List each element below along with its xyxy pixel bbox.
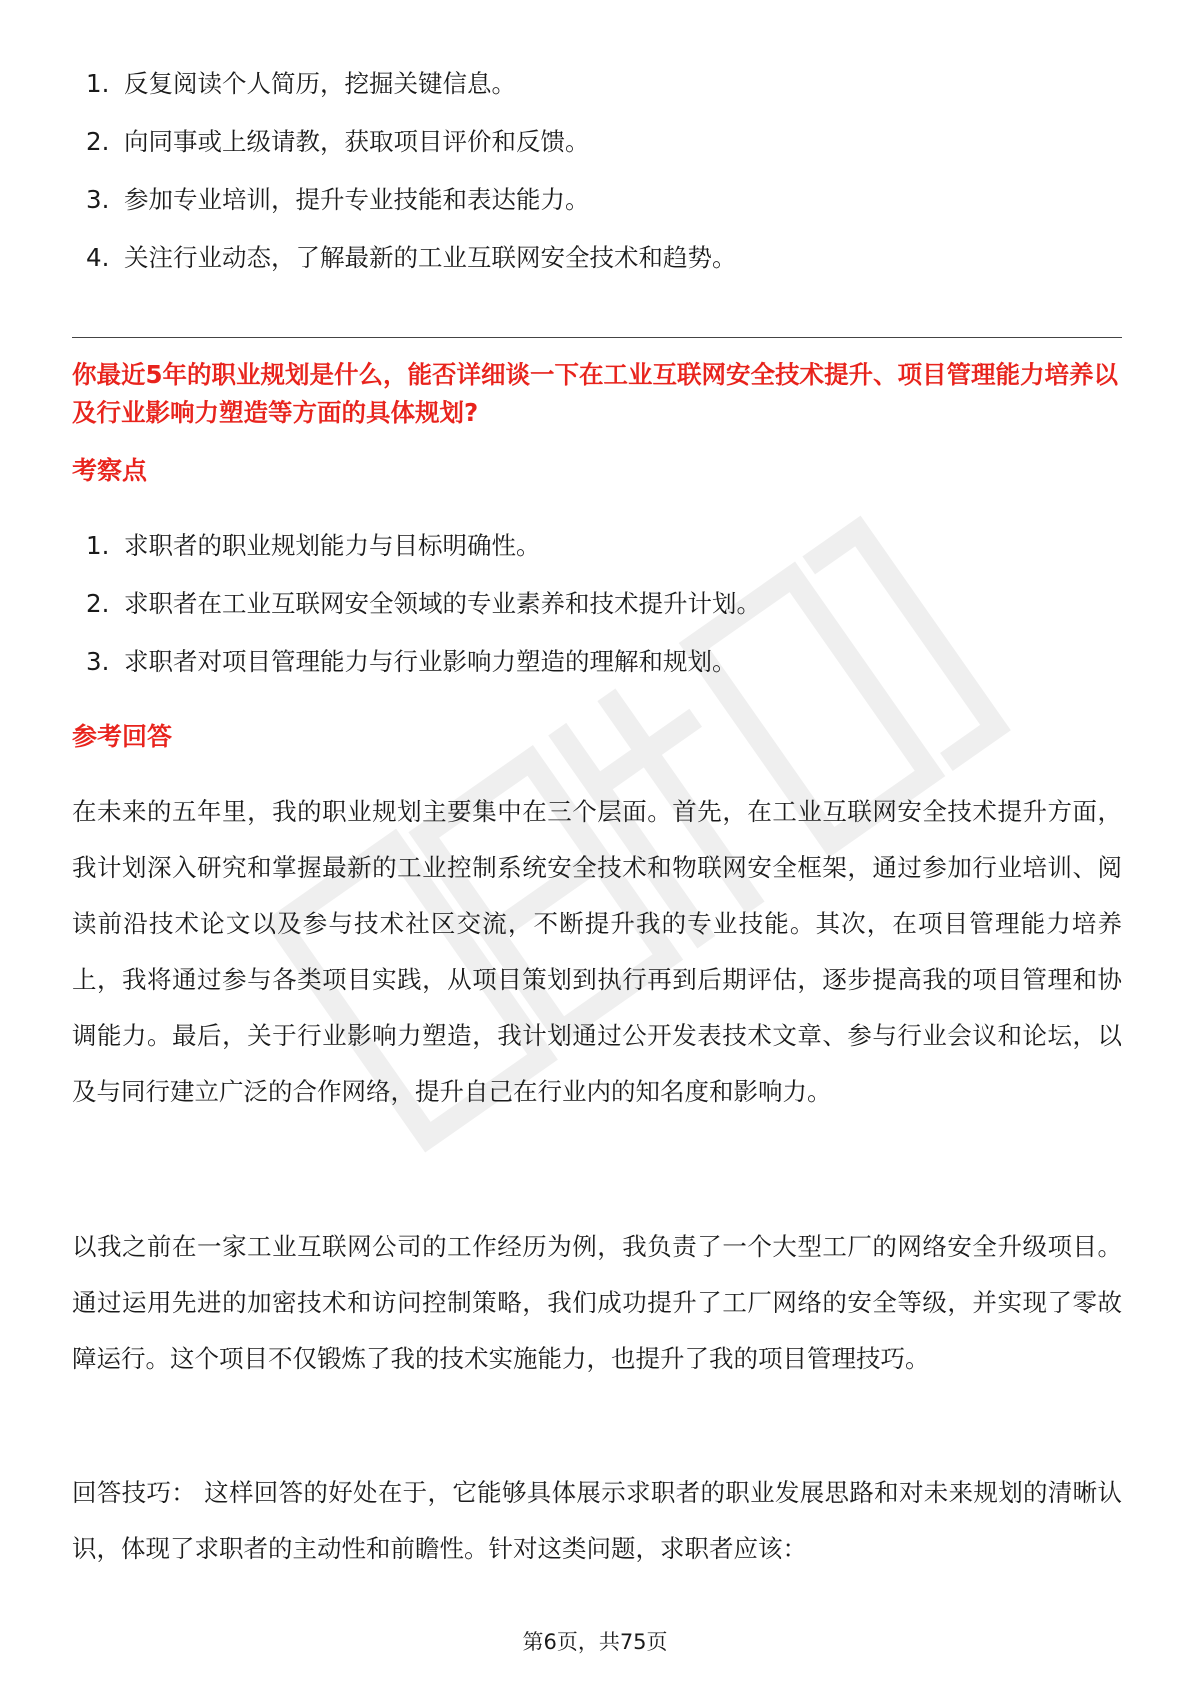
tips-list: [72, 55, 737, 287]
kaochadian-list: [72, 517, 761, 691]
interview-question: 你最近5年的职业规划是什么，能否详细谈一下在工业互联网安全技术提升、项目管理能力培养以及行业影响力塑造等方面的具体规划?: [72, 360, 1119, 427]
answer-tip-paragraph: 回答技巧： 这样回答的好处在于，它能够具体展示求职者的职业发展思路和对未来规划的清晰认识，体现了求职者的主动性和前瞻性。针对这类问题，求职者应该：: [72, 1478, 1122, 1563]
page-footer: 第6页，共75页: [522, 1630, 668, 1654]
list-item: 1. 求职者的职业规划能力与目标明确性。: [86, 531, 541, 560]
reference-answer-heading: 参考回答: [72, 722, 173, 751]
list-item: 2. 向同事或上级请教，获取项目评价和反馈。: [86, 127, 590, 156]
list-item: 1. 反复阅读个人简历，挖掘关键信息。: [86, 69, 516, 98]
section-divider: [72, 337, 1122, 338]
answer-paragraph: 在未来的五年里，我的职业规划主要集中在三个层面。首先，在工业互联网安全技术提升方面，我计划深入研究和掌握最新的工业控制系统安全技术和物联网安全框架，通过参加行业培训、阅读前沿技术论文以及参与技术社区交流，不断提升我的专业技能。其次，在项目管理能力培养上，我将通过参与各类项目实践，从项目策划到执行再到后期评估，逐步提高我的项目管理和协调能力。最后，关于行业影响力塑造，我计划通过公开发表技术文章、参与行业会议和论坛，以及与同行建立广泛的合作网络，提升自己在行业内的知名度和影响力。: [72, 797, 1122, 1106]
document-page: [72, 0, 1122, 1684]
kaochadian-heading: 考察点: [72, 456, 148, 485]
list-item: 2. 求职者在工业互联网安全领域的专业素养和技术提升计划。: [86, 589, 761, 618]
list-item: 4. 关注行业动态，了解最新的工业互联网安全技术和趋势。: [86, 243, 737, 272]
list-item: 3. 求职者对项目管理能力与行业影响力塑造的理解和规划。: [86, 647, 737, 676]
answer-paragraph: 以我之前在一家工业互联网公司的工作经历为例，我负责了一个大型工厂的网络安全升级项目。通过运用先进的加密技术和访问控制策略，我们成功提升了工厂网络的安全等级，并实现了零故障运行。这个项目不仅锻炼了我的技术实施能力，也提升了我的项目管理技巧。: [72, 1232, 1122, 1373]
list-item: 3. 参加专业培训，提升专业技能和表达能力。: [86, 185, 590, 214]
